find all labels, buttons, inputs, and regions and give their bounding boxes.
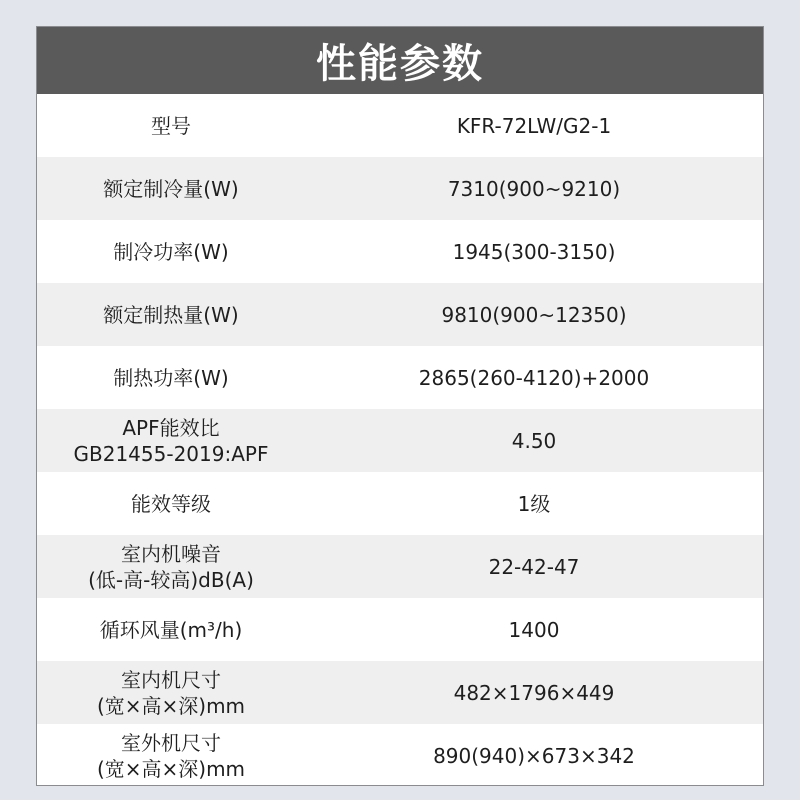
spec-row-indoor-noise bbox=[37, 535, 763, 598]
row-label-line: (宽×高×深)mm bbox=[96, 756, 246, 781]
row-label-line: (低-高-较高)dB(A) bbox=[88, 567, 254, 592]
row-value bbox=[305, 724, 763, 786]
row-label bbox=[37, 94, 305, 157]
row-label-line: 制冷功率(W) bbox=[113, 239, 229, 264]
row-label bbox=[37, 724, 305, 786]
row-label-line: (宽×高×深)mm bbox=[96, 693, 246, 718]
row-label bbox=[37, 661, 305, 724]
row-label-line: 型号 bbox=[151, 113, 191, 138]
title-bar bbox=[37, 27, 763, 94]
spec-row-cooling-power bbox=[37, 220, 763, 283]
spec-row-rated-heating bbox=[37, 283, 763, 346]
row-label bbox=[37, 283, 305, 346]
spec-row-outdoor-size bbox=[37, 724, 763, 786]
row-label-line: APF能效比 bbox=[122, 415, 220, 440]
row-label-line: 能效等级 bbox=[131, 491, 211, 516]
spec-row-indoor-size bbox=[37, 661, 763, 724]
row-label bbox=[37, 157, 305, 220]
spec-row-apf bbox=[37, 409, 763, 472]
row-label-line: 循环风量(m³/h) bbox=[99, 617, 243, 642]
row-value bbox=[305, 157, 763, 220]
row-label-line: GB21455-2019:APF bbox=[73, 441, 269, 466]
row-value bbox=[305, 598, 763, 661]
spec-table bbox=[37, 94, 763, 786]
row-value bbox=[305, 94, 763, 157]
row-label-line: 室外机尺寸 bbox=[121, 730, 221, 755]
page-title: 性能参数 bbox=[316, 41, 484, 87]
row-value bbox=[305, 661, 763, 724]
row-value-text: 9810(900~12350) bbox=[441, 302, 627, 327]
row-value-text: 1945(300-3150) bbox=[452, 239, 616, 264]
row-label bbox=[37, 346, 305, 409]
row-label bbox=[37, 535, 305, 598]
row-label-line: 室内机噪音 bbox=[121, 541, 221, 566]
row-value-text: 4.50 bbox=[511, 428, 557, 453]
row-value bbox=[305, 346, 763, 409]
row-value-text: 890(940)×673×342 bbox=[433, 743, 635, 768]
row-value-text: 22-42-47 bbox=[488, 554, 580, 579]
row-label-line: 额定制热量(W) bbox=[103, 302, 239, 327]
row-label-line: 额定制冷量(W) bbox=[103, 176, 239, 201]
spec-row-rated-cooling bbox=[37, 157, 763, 220]
spec-sheet bbox=[36, 26, 764, 786]
row-label bbox=[37, 472, 305, 535]
row-value bbox=[305, 535, 763, 598]
row-label bbox=[37, 598, 305, 661]
row-value-text: 482×1796×449 bbox=[453, 680, 615, 705]
row-label-line: 室内机尺寸 bbox=[121, 667, 221, 692]
row-label bbox=[37, 409, 305, 472]
spec-row-model bbox=[37, 94, 763, 157]
spec-row-efficiency-grade bbox=[37, 472, 763, 535]
spec-row-heating-power bbox=[37, 346, 763, 409]
row-value bbox=[305, 283, 763, 346]
spec-row-airflow bbox=[37, 598, 763, 661]
row-label bbox=[37, 220, 305, 283]
row-value bbox=[305, 472, 763, 535]
row-value-text: 2865(260-4120)+2000 bbox=[418, 365, 650, 390]
row-value-text: 1级 bbox=[517, 491, 551, 516]
row-value-text: 1400 bbox=[508, 617, 560, 642]
row-value bbox=[305, 409, 763, 472]
row-label-line: 制热功率(W) bbox=[113, 365, 229, 390]
row-value-text: KFR-72LW/G2-1 bbox=[456, 113, 612, 138]
row-value bbox=[305, 220, 763, 283]
row-value-text: 7310(900~9210) bbox=[447, 176, 621, 201]
